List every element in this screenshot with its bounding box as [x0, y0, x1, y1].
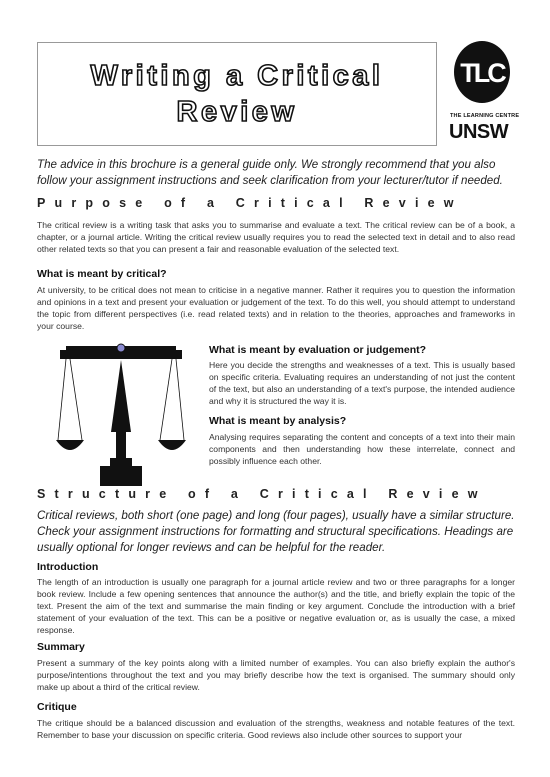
- introduction-text: The length of an introduction is usually one paragraph for a journal article review and two or three paragraphs for a longer book review. Include a few opening sentences that announce the author(s) and the title, and briefly explain the topic of the text. Present the aim of the text and summarise the main finding or key argument. Conclude the introduction with a brief statement of your evaluation of the text. This can be a positive or negative evaluation or, as is usually the case, a mixed response.: [37, 577, 515, 635]
- summary-heading: Summary: [37, 641, 85, 653]
- introduction-heading: Introduction: [37, 561, 99, 573]
- critique-heading: Critique: [37, 701, 77, 713]
- logo-letters: TLC: [460, 58, 504, 88]
- title-line-2: Review: [176, 96, 298, 128]
- evaluation-heading: What is meant by evaluation or judgement?: [209, 344, 427, 356]
- title-line-1: Writing a Critical: [90, 60, 384, 92]
- purpose-heading: Purpose of a Critical Review: [37, 196, 463, 210]
- critical-heading: What is meant by critical?: [37, 268, 167, 280]
- structure-text: Critical reviews, both short (one page) and long (four pages), usually have a similar structure. Check your assignment instructions for formatting and structural specifications. Headings are usually optional for longer reviews and can be helpful for the reader.: [37, 509, 515, 554]
- evaluation-text: Here you decide the strengths and weaknesses of a text. This is usually based on specific criteria. Evaluating requires an understanding of not just the content of the text, but also an understanding of a text's purpose, the intended audience and why it is structured the way it is.: [209, 360, 515, 406]
- logo-caption: THE LEARNING CENTRE: [450, 113, 520, 119]
- analysis-text: Analysing requires separating the content and concepts of a text into their main components and then understanding how these interrelate, connect and possibly influence each other.: [209, 432, 515, 466]
- structure-heading: Structure of a Critical Review: [37, 487, 487, 501]
- critical-text: At university, to be critical does not mean to criticise in a negative manner. Rather it requires you to question the information and opinions in a text and present your evaluation or judgement of the text. To do this well, you should attempt to understand the topic from different perspectives (i.e. read related texts) and in relation to the theories, approaches and frameworks in your course.: [37, 285, 515, 331]
- summary-text: Present a summary of the key points along with a limited number of examples. You can also briefly explain the author's purpose/intentions throughout the text and you may briefly describe how the text is organised. The summary should only make up about a third of the critical review.: [37, 658, 515, 692]
- logo-university: UNSW: [449, 121, 509, 143]
- title-box: [37, 42, 437, 146]
- purpose-text: The critical review is a writing task that asks you to summarise and evaluate a text. The critical review can be of a book, a chapter, or a journal article. Writing the critical review usually requires you to read the selected text in detail and to also read other related texts so that you can present a fair and reasonable evaluation of the selected text.: [37, 220, 515, 254]
- intro-note: The advice in this brochure is a general guide only. We strongly recommend that you also follow your assignment instructions and seek clarification from your lecturer/tutor if needed.: [37, 158, 503, 187]
- critique-text: The critique should be a balanced discussion and evaluation of the strengths, weakness and notable features of the text. Remember to base your discussion on specific criteria. Good reviews also include other sources to support your: [37, 718, 515, 740]
- scales-of-justice-icon: [56, 342, 186, 492]
- analysis-heading: What is meant by analysis?: [209, 415, 347, 427]
